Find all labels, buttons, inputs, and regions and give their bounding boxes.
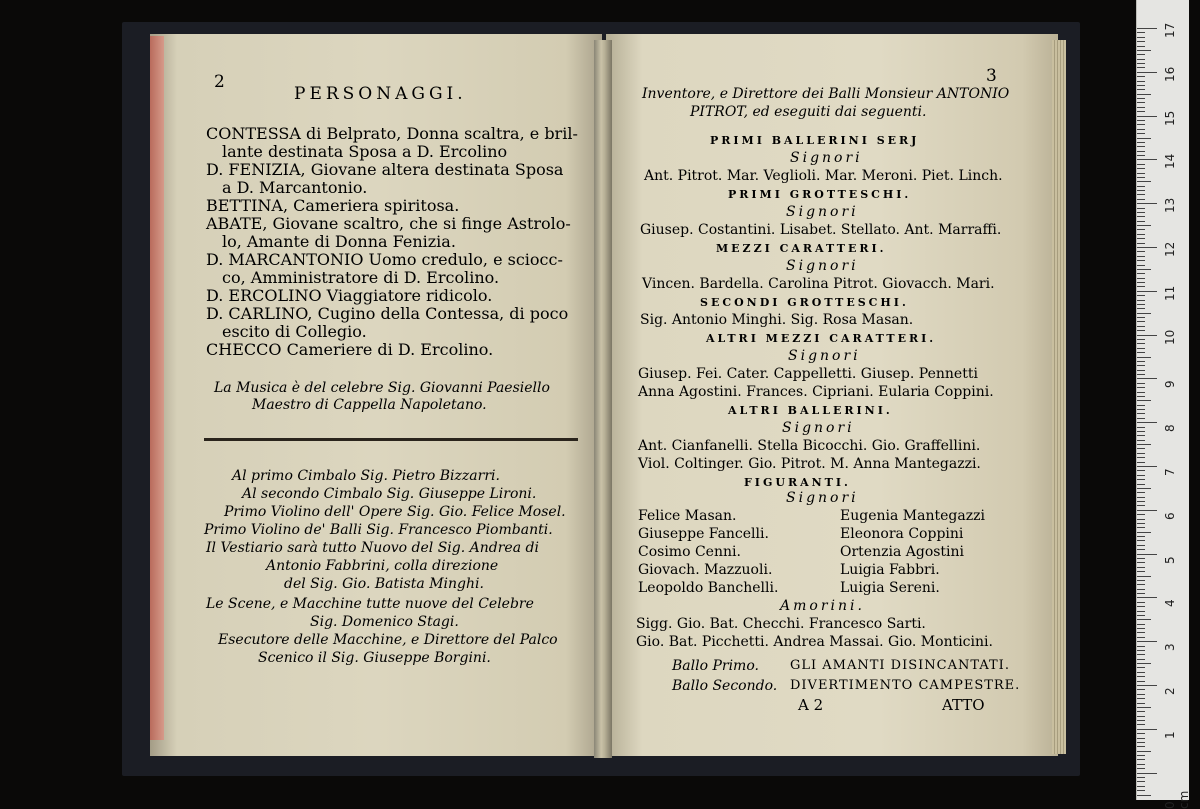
ruler-tick <box>1137 427 1145 428</box>
ruler-tick <box>1137 558 1145 559</box>
ruler-tick <box>1137 488 1151 489</box>
ruler-tick <box>1137 41 1145 42</box>
ruler-tick <box>1137 703 1145 704</box>
figurante-left: Cosimo Cenni. <box>638 544 741 560</box>
ruler-label: 9 <box>1163 380 1177 389</box>
ruler-tick <box>1137 549 1145 550</box>
ruler-tick <box>1137 63 1145 64</box>
ruler-tick <box>1137 286 1145 287</box>
ruler-tick <box>1137 120 1145 121</box>
ruler-tick <box>1137 98 1145 99</box>
ruler-tick <box>1137 243 1145 244</box>
credit-line: Esecutore delle Macchine, e Direttore del Palco <box>218 632 558 648</box>
signori-label: Signori <box>786 204 859 220</box>
ruler-tick <box>1137 676 1145 677</box>
ruler-tick <box>1137 138 1151 139</box>
ruler-tick <box>1137 260 1145 261</box>
ruler-tick <box>1137 278 1145 279</box>
ruler-tick <box>1137 576 1151 577</box>
ruler-label: 15 <box>1163 110 1177 126</box>
ruler-tick <box>1137 615 1145 616</box>
music-credit-line: La Musica è del celebre Sig. Giovanni Paesiello <box>214 380 550 396</box>
credit-line: Il Vestiario sarà tutto Nuovo del Sig. Andrea di <box>206 540 539 556</box>
ruler-label: 1 <box>1163 731 1177 739</box>
character-line: ABATE, Giovane scaltro, che si finge Astrolo- <box>206 214 571 233</box>
dancer-line: Ant. Pitrot. Mar. Veglioli. Mar. Meroni. Piet. Linch. <box>644 168 1003 184</box>
ruler-tick <box>1137 46 1145 47</box>
ruler-tick <box>1137 527 1145 528</box>
ruler-tick <box>1137 707 1151 708</box>
figurante-left: Felice Masan. <box>638 508 737 524</box>
ruler-tick <box>1137 212 1145 213</box>
ruler-tick <box>1137 624 1145 625</box>
section-title: PRIMI BALLERINI SERJ <box>710 134 920 147</box>
ruler-label: 8 <box>1163 424 1177 433</box>
figurante-right: Luigia Fabbri. <box>840 562 940 578</box>
ruler-tick <box>1137 492 1145 493</box>
ruler-tick <box>1137 628 1145 629</box>
ruler-tick <box>1137 462 1145 463</box>
ruler-tick <box>1137 422 1157 423</box>
signori-label: Signori <box>790 150 863 166</box>
ruler-tick <box>1137 567 1145 568</box>
ruler-tick <box>1137 295 1145 296</box>
ruler-tick <box>1137 229 1145 230</box>
section-title: SECONDI GROTTESCHI. <box>700 296 909 309</box>
ruler-tick <box>1137 216 1145 217</box>
ruler-tick <box>1137 681 1145 682</box>
ruler-tick <box>1137 650 1145 651</box>
signori-label: Signori <box>786 490 859 506</box>
ruler-tick <box>1137 606 1145 607</box>
ruler-tick <box>1137 479 1145 480</box>
character-line: BETTINA, Cameriera spiritosa. <box>206 196 460 215</box>
section-title: ALTRI BALLERINI. <box>728 404 893 417</box>
ruler-tick <box>1137 269 1151 270</box>
figurante-left: Giuseppe Fancelli. <box>638 526 769 542</box>
figurante-left: Giovach. Mazzuoli. <box>638 562 773 578</box>
ruler-tick <box>1137 536 1145 537</box>
ruler-tick <box>1137 304 1145 305</box>
ruler-tick <box>1137 238 1145 239</box>
ruler-tick <box>1137 383 1145 384</box>
ruler-tick <box>1137 265 1145 266</box>
ruler-tick <box>1137 597 1157 598</box>
ruler-tick <box>1137 505 1145 506</box>
ruler-tick <box>1137 746 1145 747</box>
ruler-tick <box>1137 484 1145 485</box>
ruler-tick <box>1137 611 1145 612</box>
ruler-tick <box>1137 116 1157 117</box>
ruler-tick <box>1137 173 1145 174</box>
ruler-tick <box>1137 339 1145 340</box>
ruler-tick <box>1137 59 1145 60</box>
left-page-number: 2 <box>214 72 225 92</box>
ruler-label: 14 <box>1163 154 1177 170</box>
dancer-line: Anna Agostini. Frances. Cipriani. Eularia Coppini. <box>638 384 994 400</box>
figurante-right: Eugenia Mantegazzi <box>840 508 985 524</box>
ballo-title: DIVERTIMENTO CAMPESTRE. <box>790 678 1021 693</box>
ruler-tick <box>1137 510 1157 511</box>
ruler-tick <box>1137 89 1145 90</box>
signori-label: Signori <box>782 420 855 436</box>
ruler-tick <box>1137 733 1145 734</box>
ruler-tick <box>1137 786 1145 787</box>
ruler-tick <box>1137 203 1157 204</box>
ruler-label: 4 <box>1163 599 1177 608</box>
ruler-tick <box>1137 444 1151 445</box>
ruler-label: 7 <box>1163 468 1177 476</box>
credit-line: Primo Violino dell' Opere Sig. Gio. Felice Mosel. <box>224 504 566 520</box>
amorini-line: Sigg. Gio. Bat. Checchi. Francesco Sarti. <box>636 616 926 632</box>
ballo-label: Ballo Primo. <box>672 658 759 674</box>
ruler-label: 6 <box>1163 512 1177 520</box>
ruler-tick <box>1137 562 1145 563</box>
ruler-tick <box>1137 475 1145 476</box>
ruler-tick <box>1137 234 1145 235</box>
ruler-tick <box>1137 501 1145 502</box>
ruler-tick <box>1137 396 1145 397</box>
ruler-tick <box>1137 392 1145 393</box>
ruler-tick <box>1137 247 1157 248</box>
ruler-tick <box>1137 738 1145 739</box>
right-page-number: 3 <box>986 66 997 86</box>
ruler-tick <box>1137 133 1145 134</box>
ruler-tick <box>1137 221 1145 222</box>
ruler-tick <box>1137 602 1145 603</box>
ruler-tick <box>1137 208 1145 209</box>
ruler-tick <box>1137 409 1145 410</box>
ballo-title: GLI AMANTI DISINCANTATI. <box>790 658 1010 673</box>
ruler-tick <box>1137 689 1145 690</box>
credit-line: Sig. Domenico Stagi. <box>310 614 459 630</box>
ruler-tick <box>1137 400 1151 401</box>
credit-line: del Sig. Gio. Batista Minghi. <box>284 576 484 592</box>
ruler-tick <box>1137 759 1145 760</box>
ruler-tick <box>1137 330 1145 331</box>
character-line: CONTESSA di Belprato, Donna scaltra, e bril- <box>206 124 578 143</box>
credit-line: Al secondo Cimbalo Sig. Giuseppe Lironi. <box>242 486 537 502</box>
ruler-tick <box>1137 466 1157 467</box>
ballo-label: Ballo Secondo. <box>672 678 778 694</box>
ruler-tick <box>1137 654 1145 655</box>
credit-line: Scenico il Sig. Giuseppe Borgini. <box>258 650 491 666</box>
dancer-line: Sig. Antonio Minghi. Sig. Rosa Masan. <box>640 312 914 328</box>
credit-line: Primo Violino de' Balli Sig. Francesco Piombanti. <box>204 522 553 538</box>
character-line: D. FENIZIA, Giovane altera destinata Sposa <box>206 160 564 179</box>
ruler-tick <box>1137 580 1145 581</box>
ruler-tick <box>1137 720 1145 721</box>
ruler-tick <box>1137 514 1145 515</box>
ruler-tick <box>1137 773 1157 774</box>
ruler-tick <box>1137 370 1145 371</box>
ruler-tick <box>1137 102 1145 103</box>
measurement-ruler <box>1136 0 1191 809</box>
ruler-tick <box>1137 181 1151 182</box>
ruler-tick <box>1137 107 1145 108</box>
ruler-tick <box>1137 291 1157 292</box>
ruler-tick <box>1137 308 1145 309</box>
ruler-tick <box>1137 28 1157 29</box>
figurante-left: Leopoldo Banchelli. <box>638 580 779 596</box>
ruler-tick <box>1137 67 1145 68</box>
signori-label: Signori <box>788 348 861 364</box>
ruler-tick <box>1137 431 1145 432</box>
ruler-tick <box>1137 554 1157 555</box>
intro-line: Inventore, e Direttore dei Balli Monsieur ANTONIO <box>642 86 1010 102</box>
ruler-tick <box>1137 168 1145 169</box>
ruler-label: 17 <box>1163 22 1177 38</box>
character-line: CHECCO Cameriere di D. Ercolino. <box>206 340 494 359</box>
ruler-tick <box>1137 685 1157 686</box>
ruler-tick <box>1137 545 1145 546</box>
ruler-tick <box>1137 571 1145 572</box>
section-title: PRIMI GROTTESCHI. <box>728 188 912 201</box>
ruler-tick <box>1137 81 1145 82</box>
ruler-tick <box>1137 755 1145 756</box>
ruler-label: 2 <box>1163 687 1177 695</box>
ruler-label: 11 <box>1163 285 1177 301</box>
ruler-tick <box>1137 453 1145 454</box>
ruler-tick <box>1137 321 1145 322</box>
figurante-right: Eleonora Coppini <box>840 526 964 542</box>
ruler-tick <box>1137 663 1151 664</box>
ruler-tick <box>1137 470 1145 471</box>
ruler-tick <box>1137 194 1145 195</box>
section-title: MEZZI CARATTERI. <box>716 242 887 255</box>
ruler-tick <box>1137 177 1145 178</box>
ruler-tick <box>1137 85 1145 86</box>
ruler-tick <box>1137 641 1157 642</box>
ruler-tick <box>1137 251 1145 252</box>
ruler-tick <box>1137 317 1145 318</box>
figuranti-title: FIGURANTI. <box>744 476 851 489</box>
dancer-line: Giusep. Costantini. Lisabet. Stellato. Ant. Marraffi. <box>640 222 1002 238</box>
ruler-tick <box>1137 199 1145 200</box>
ruler-tick <box>1137 729 1157 730</box>
ruler-tick <box>1137 667 1145 668</box>
ruler-tick <box>1137 540 1145 541</box>
ruler-tick <box>1137 694 1145 695</box>
character-line: D. MARCANTONIO Uomo credulo, e sciocc- <box>206 250 563 269</box>
ruler-tick <box>1137 632 1145 633</box>
ruler-tick <box>1137 129 1145 130</box>
ruler-tick <box>1137 435 1145 436</box>
dancer-line: Vincen. Bardella. Carolina Pitrot. Giovacch. Mari. <box>642 276 995 292</box>
page-fore-edge <box>1052 40 1066 754</box>
ruler-tick <box>1137 523 1145 524</box>
ruler-label: 5 <box>1163 555 1177 564</box>
ruler-tick <box>1137 300 1145 301</box>
ruler-tick <box>1137 781 1145 782</box>
ruler-tick <box>1137 159 1157 160</box>
dancer-line: Ant. Cianfanelli. Stella Bicocchi. Gio. Graffellini. <box>638 438 981 454</box>
ruler-tick <box>1137 256 1145 257</box>
ruler-tick <box>1137 457 1145 458</box>
ruler-tick <box>1137 282 1145 283</box>
ruler-label: 3 <box>1163 643 1177 652</box>
credit-line: Al primo Cimbalo Sig. Pietro Bizzarri. <box>232 468 500 484</box>
ruler-tick <box>1137 37 1145 38</box>
ruler-tick <box>1137 659 1145 660</box>
ruler-tick <box>1137 777 1145 778</box>
section-title: ALTRI MEZZI CARATTERI. <box>706 332 937 345</box>
ruler-tick <box>1137 619 1151 620</box>
ruler-tick <box>1137 343 1145 344</box>
ruler-tick <box>1137 54 1145 55</box>
ruler-tick <box>1137 584 1145 585</box>
ruler-tick <box>1137 111 1145 112</box>
ruler-tick <box>1137 724 1145 725</box>
ruler-label: 16 <box>1163 66 1177 82</box>
ruler-tick <box>1137 742 1145 743</box>
ruler-tick <box>1137 155 1145 156</box>
ruler-tick <box>1137 348 1145 349</box>
figurante-right: Ortenzia Agostini <box>840 544 965 560</box>
ruler-tick <box>1137 764 1145 765</box>
ruler-tick <box>1137 94 1151 95</box>
character-line: a D. Marcantonio. <box>222 178 368 197</box>
ruler-tick <box>1137 497 1145 498</box>
ruler-tick <box>1137 326 1145 327</box>
ruler-tick <box>1137 672 1145 673</box>
ruler-tick <box>1137 335 1157 336</box>
ruler-tick <box>1137 50 1151 51</box>
ruler-tick <box>1137 387 1145 388</box>
ruler-tick <box>1137 164 1145 165</box>
ruler-tick <box>1137 716 1145 717</box>
dancer-line: Giusep. Fei. Cater. Cappelletti. Giusep. Pennetti <box>638 366 978 382</box>
character-line: lante destinata Sposa a D. Ercolino <box>222 142 508 161</box>
amorini-title: Amorini. <box>780 598 865 614</box>
signature-mark: A 2 <box>798 696 824 714</box>
amorini-line: Gio. Bat. Picchetti. Andrea Massai. Gio. Monticini. <box>636 634 993 650</box>
ruler-tick <box>1137 76 1145 77</box>
ruler-tick <box>1137 768 1145 769</box>
ruler-tick <box>1137 186 1145 187</box>
ruler-tick <box>1137 790 1145 791</box>
ruler-tick <box>1137 711 1145 712</box>
ruler-label: 12 <box>1163 241 1177 257</box>
credit-line: Antonio Fabbrini, colla direzione <box>266 558 499 574</box>
ruler-tick <box>1137 361 1145 362</box>
character-line: D. CARLINO, Cugino della Contessa, di poco <box>206 304 569 323</box>
ruler-tick <box>1137 751 1151 752</box>
ruler-tick <box>1137 151 1145 152</box>
music-credit-line: Maestro di Cappella Napoletano. <box>252 397 487 413</box>
ruler-tick <box>1137 142 1145 143</box>
ruler-tick <box>1137 448 1145 449</box>
left-page-red-edge <box>150 36 164 740</box>
ruler-tick <box>1137 313 1151 314</box>
intro-line: PITROT, ed eseguiti dai seguenti. <box>690 104 927 120</box>
ruler-tick <box>1137 593 1145 594</box>
ruler-tick <box>1137 378 1157 379</box>
ruler-tick <box>1137 225 1151 226</box>
ruler-tick <box>1137 532 1151 533</box>
ruler-label: 10 <box>1163 329 1177 345</box>
character-line: D. ERCOLINO Viaggiatore ridicolo. <box>206 286 493 305</box>
personaggi-heading: PERSONAGGI. <box>294 84 467 104</box>
ruler-tick <box>1137 124 1145 125</box>
ruler-tick <box>1137 357 1151 358</box>
character-line: lo, Amante di Donna Fenizia. <box>222 232 456 251</box>
ruler-tick <box>1137 72 1157 73</box>
ruler-tick <box>1137 795 1151 796</box>
ruler-tick <box>1137 365 1145 366</box>
figurante-right: Luigia Sereni. <box>840 580 940 596</box>
ruler-tick <box>1137 519 1145 520</box>
ruler-tick <box>1137 418 1145 419</box>
book-spine <box>594 40 612 758</box>
signori-label: Signori <box>786 258 859 274</box>
ruler-tick <box>1137 637 1145 638</box>
ruler-tick <box>1137 589 1145 590</box>
catchword: ATTO <box>942 696 985 714</box>
ruler-tick <box>1137 146 1145 147</box>
ruler-tick <box>1137 190 1145 191</box>
dancer-line: Viol. Coltinger. Gio. Pitrot. M. Anna Mantegazzi. <box>638 456 981 472</box>
ruler-tick <box>1137 440 1145 441</box>
ruler-tick <box>1137 273 1145 274</box>
ruler-label: 0 cm <box>1163 790 1191 809</box>
credit-line: Le Scene, e Macchine tutte nuove del Celebre <box>206 596 534 612</box>
ruler-label: 13 <box>1163 197 1177 214</box>
ruler-tick <box>1137 698 1145 699</box>
ruler-tick <box>1137 413 1145 414</box>
character-line: co, Amministratore di D. Ercolino. <box>222 268 500 287</box>
ruler-tick <box>1137 32 1145 33</box>
ruler-tick <box>1137 646 1145 647</box>
ruler-tick <box>1137 352 1145 353</box>
ruler-tick <box>1137 405 1145 406</box>
ruler-tick <box>1137 374 1145 375</box>
character-line: escito di Collegio. <box>222 322 367 341</box>
section-divider <box>204 438 578 441</box>
